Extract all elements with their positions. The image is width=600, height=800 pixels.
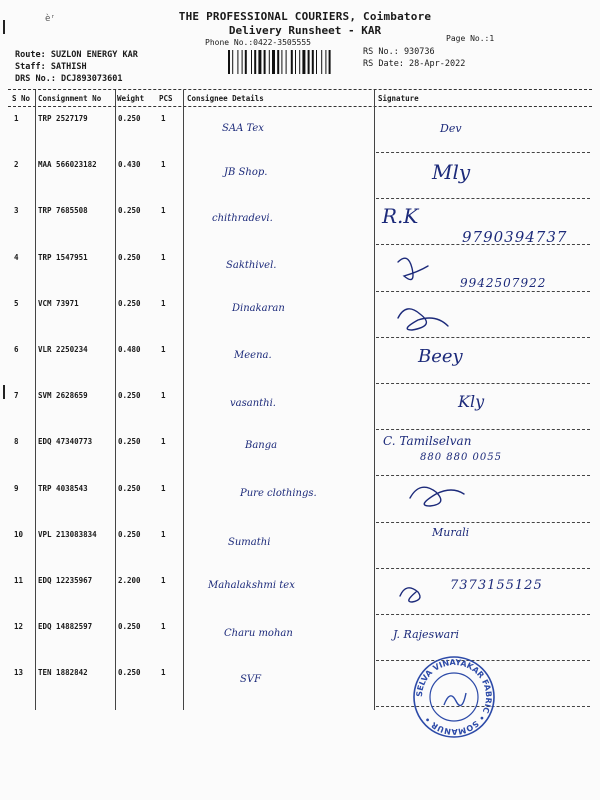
row-pcs: 1 [161,345,166,354]
row-pcs: 1 [161,114,166,123]
consignee-handwriting: Sakthivel. [226,260,277,271]
row-pcs: 1 [161,206,166,216]
scribble-mark: èʳ [45,14,56,24]
consignee-handwriting: SAA Tex [222,123,264,134]
edge-mark [3,20,5,34]
row-sno: 9 [14,483,19,493]
row-consignment: MAA 566023182 [38,160,97,170]
consignee-handwriting: Mahalakshmi tex [208,580,295,591]
consignee-handwriting: SVF [240,674,262,685]
row-pcs: 1 [161,483,166,493]
company-stamp [412,655,496,739]
row-weight: 0.250 [118,622,141,632]
row-weight: 0.250 [118,668,141,678]
consignee-handwriting: Pure clothings. [240,488,317,499]
runsheet-title: Delivery Runsheet - KAR [228,24,382,37]
row-weight: 2.200 [118,576,141,585]
consignee-handwriting: vasanthi. [230,398,276,409]
col-pcs: PCS [159,94,173,103]
signature-handwriting: J. Rajeswari [393,628,459,641]
signature-scribble [400,588,420,602]
rs-number: RS No.: 930736 [363,47,435,57]
row-sno: 2 [14,160,19,170]
row-pcs: 1 [161,576,166,585]
row-pcs: 1 [161,160,166,170]
row-weight: 0.480 [118,345,141,354]
row-weight: 0.250 [118,529,141,539]
row-weight: 0.250 [118,206,141,216]
col-sno: S No [12,94,31,103]
row-consignment: TRP 2527179 [38,114,88,123]
row-sno: 10 [14,529,24,539]
row-sno: 3 [14,206,19,216]
row-weight: 0.250 [118,483,141,493]
row-sno: 4 [14,252,19,262]
phone-number: Phone No.:0422-3505555 [205,38,311,47]
row-sno: 7 [14,391,19,401]
signature-handwriting: R.K [382,204,419,228]
row-pcs: 1 [161,668,166,678]
phone-handwriting: 9790394737 [462,228,568,246]
consignee-handwriting: Charu mohan [224,628,293,639]
row-weight: 0.250 [118,391,141,401]
row-sno: 12 [14,622,24,632]
row-sno: 11 [14,576,24,585]
row-consignment: TEN 1882842 [38,668,88,678]
col-consignee: Consignee Details [187,94,264,103]
consignee-handwriting: Sumathi [228,537,271,548]
row-consignment: TRP 7685508 [38,206,88,216]
row-consignment: VLR 2250234 [38,345,88,354]
row-consignment: VPL 213083834 [38,529,97,539]
signature-scribble [410,487,464,506]
phone-handwriting: 880 880 0055 [420,452,502,463]
col-consignment: Consignment No [38,94,102,103]
row-weight: 0.250 [118,252,141,262]
consignee-handwriting: chithradevi. [212,213,273,224]
row-sno: 6 [14,345,19,354]
signature-handwriting: Beey [418,346,463,367]
row-pcs: 1 [161,622,166,632]
signature-handwriting: Mly [432,160,471,184]
row-pcs: 1 [161,437,166,447]
phone-handwriting: 9942507922 [460,276,547,290]
phone-handwriting: 7373155125 [450,578,543,593]
signature-handwriting: Dev [440,122,462,135]
row-consignment: VCM 73971 [38,298,79,308]
row-consignment: TRP 1547951 [38,252,88,262]
row-consignment: EDQ 12235967 [38,576,93,585]
col-signature: Signature [378,94,419,103]
row-weight: 0.430 [118,160,141,170]
company-title: THE PROFESSIONAL COURIERS, Coimbatore [178,10,432,23]
route-label: Route: SUZLON ENERGY KAR [15,50,138,60]
col-weight: Weight [117,94,145,103]
stamp-text: SELVA VINAYAKAR FABRIC • SOMANUR • [414,657,494,737]
row-pcs: 1 [161,391,166,401]
page-number: Page No.:1 [446,34,495,43]
signature-handwriting: Kly [458,392,485,411]
row-sno: 13 [14,668,24,678]
edge-mark [3,385,5,399]
row-consignment: SVM 2628659 [38,391,88,401]
row-pcs: 1 [161,529,166,539]
row-weight: 0.250 [118,437,141,447]
consignee-handwriting: JB Shop. [224,167,268,178]
signature-handwriting: Murali [432,526,470,539]
row-pcs: 1 [161,252,166,262]
consignee-handwriting: Meena. [234,350,272,361]
row-pcs: 1 [161,298,166,308]
signature-scribble [398,258,428,279]
row-weight: 0.250 [118,298,141,308]
row-sno: 1 [14,114,19,123]
row-sno: 8 [14,437,19,447]
row-consignment: TRP 4038543 [38,483,88,493]
consignee-handwriting: Banga [245,440,278,451]
signature-scribble [398,309,448,330]
rs-date: RS Date: 28-Apr-2022 [363,59,466,69]
row-consignment: EDQ 14882597 [38,622,93,632]
row-weight: 0.250 [118,114,141,123]
row-sno: 5 [14,298,19,308]
staff-label: Staff: SATHISH [15,62,87,72]
consignee-handwriting: Dinakaran [232,303,285,314]
drs-number: DRS No.: DCJ893073601 [15,74,123,84]
row-consignment: EDQ 47340773 [38,437,93,447]
signature-handwriting: C. Tamilselvan [383,434,472,448]
